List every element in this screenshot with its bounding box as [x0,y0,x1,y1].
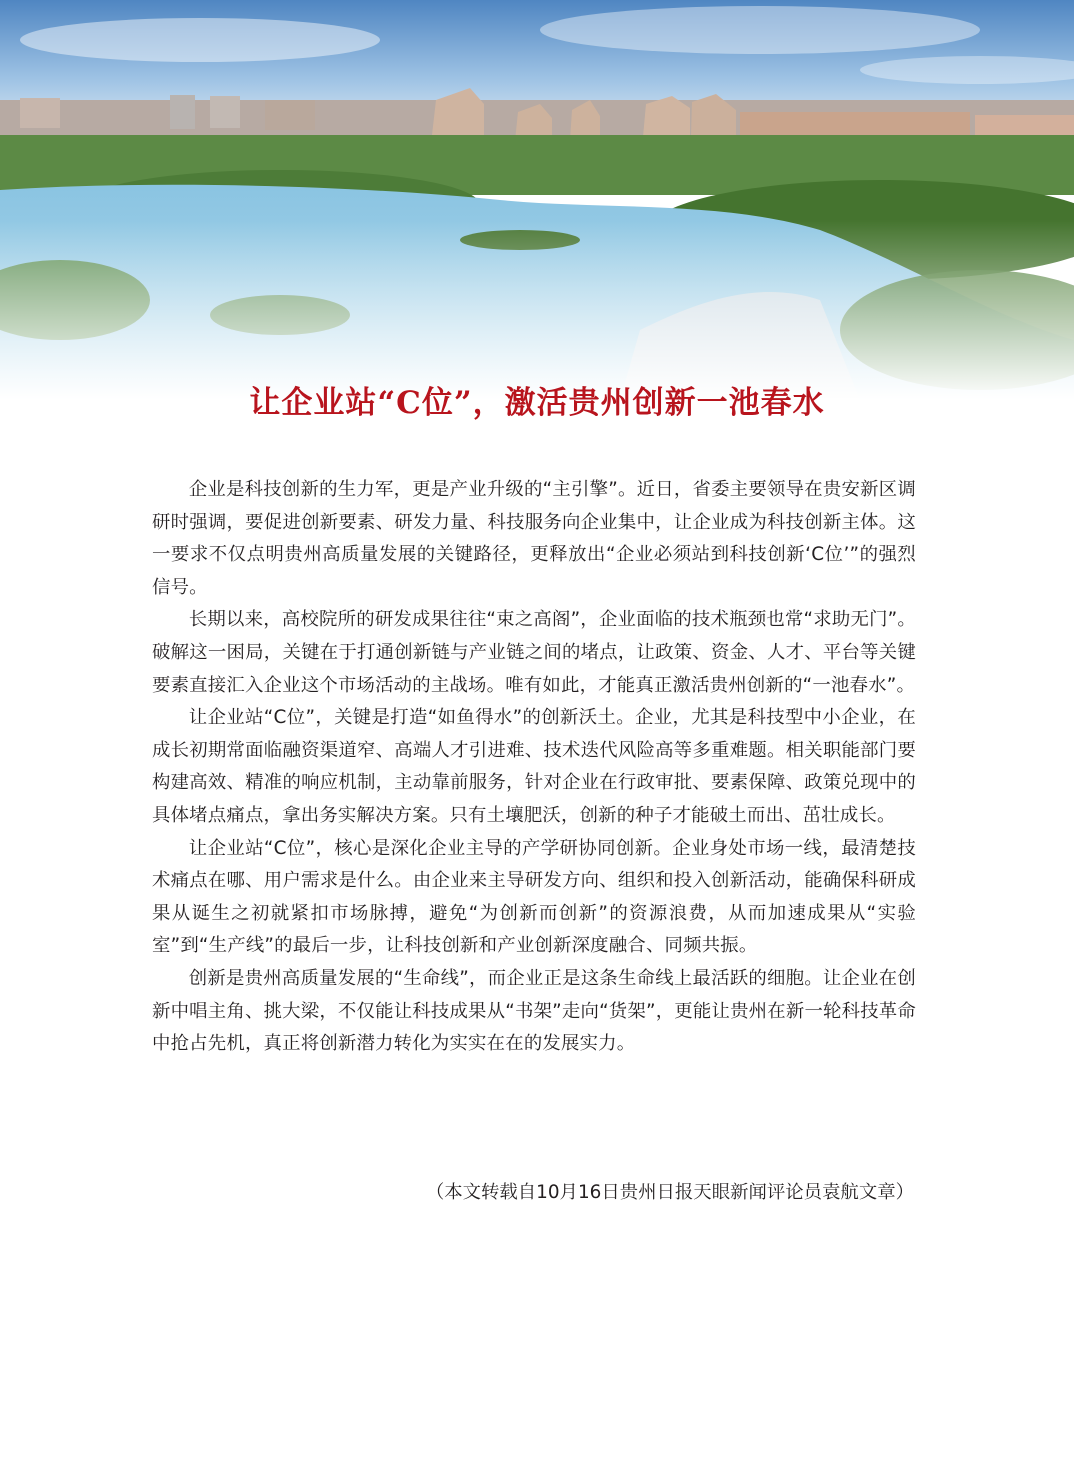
source-note: （本文转载自10月16日贵州日报天眼新闻评论员袁航文章） [425,1182,914,1203]
article-body [152,474,916,1061]
paragraph: 企业是科技创新的生力军，更是产业升级的“主引擎”。近日，省委主要领导在贵安新区调研时强调，要促进创新要素、研发力量、科技服务向企业集中，让企业成为科技创新主体。这一要求不仅点明贵州高质量发展的关键路径，更释放出“企业必须站到科技创新‘C位’”的强烈信号。 [152,479,916,598]
paragraph: 让企业站“C位”，关键是打造“如鱼得水”的创新沃土。企业，尤其是科技型中小企业，在成长初期常面临融资渠道窄、高端人才引进难、技术迭代风险高等多重难题。相关职能部门要构建高效、精准的响应机制，主动靠前服务，针对企业在行政审批、要素保障、政策兑现中的具体堵点痛点，拿出务实解决方案。只有土壤肥沃，创新的种子才能破土而出、茁壮成长。 [152,707,916,826]
paragraph: 创新是贵州高质量发展的“生命线”，而企业正是这条生命线上最活跃的细胞。让企业在创新中唱主角、挑大梁，不仅能让科技成果从“书架”走向“货架”，更能让贵州在新一轮科技革命中抢占先机，真正将创新潜力转化为实实在在的发展实力。 [152,967,916,1055]
paragraph: 长期以来，高校院所的研发成果往往“束之高阁”，企业面临的技术瓶颈也常“求助无门”。破解这一困局，关键在于打通创新链与产业链之间的堵点，让政策、资金、人才、平台等关键要素直接汇入企业这个市场活动的主战场。唯有如此，才能真正激活贵州创新的“一池春水”。 [152,609,916,696]
paragraph: 让企业站“C位”，核心是深化企业主导的产学研协同创新。企业身处市场一线，最清楚技术痛点在哪、用户需求是什么。由企业来主导研发方向、组织和投入创新活动，能确保科研成果从诞生之初就紧扣市场脉搏，避免“为创新而创新”的资源浪费，从而加速成果从“实验室”到“生产线”的最后一步，让科技创新和产业创新深度融合、同频共振。 [152,837,916,957]
city-lake-photo [0,0,1074,400]
city-lake-photo-icon [0,0,1074,400]
article-title: 让企业站“C位”，激活贵州创新一池春水 [249,385,825,421]
